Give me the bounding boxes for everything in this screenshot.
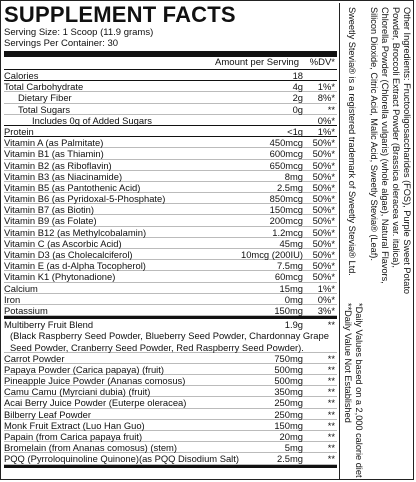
nutrient-amount: 150mg — [274, 304, 303, 316]
nutrient-amount: 350mg — [274, 386, 303, 398]
nutrient-amount: 500mg — [274, 375, 303, 387]
nutrient-name: Calcium — [4, 282, 38, 294]
footnotes — [342, 303, 364, 478]
nutrient-row — [4, 193, 337, 204]
nutrient-dv: 50%* — [312, 193, 335, 205]
blend-ingredients-text: Seed Powder, Cranberry Seed Powder, Red Raspberry Seed Powder). — [10, 341, 304, 353]
nutrient-amount: 20mg — [279, 431, 303, 442]
nutrient-dv: ** — [327, 419, 335, 431]
nutrient-row — [4, 160, 337, 171]
side-text-line: Silicon Dioxide, Citric Acid, Malic Acid, Sweetly Stevia® (Leaf). — [369, 7, 379, 261]
nutrient-amount: 45mg — [279, 237, 303, 249]
other-ingredients — [346, 7, 412, 294]
nutrient-name: Dietary Fiber — [18, 92, 72, 104]
nutrient-rows — [4, 70, 337, 468]
nutrient-amount: <1g — [287, 125, 303, 137]
nutrient-dv: 1%* — [317, 282, 335, 294]
panel-title: SUPPLEMENT FACTS — [4, 2, 236, 27]
nutrient-amount: 1.2mcg — [272, 226, 303, 238]
nutrient-name: Monk Fruit Extract (Luo Han Guo) — [4, 419, 145, 431]
blend-name: Multiberry Fruit Blend — [4, 319, 94, 331]
nutrient-dv: ** — [327, 442, 335, 454]
nutrient-dv: 1%* — [317, 81, 335, 93]
nutrient-dv: 50%* — [312, 226, 335, 238]
nutrient-dv: 1%* — [317, 125, 335, 137]
nutrient-name: Vitamin B5 (as Pantothenic Acid) — [4, 181, 141, 193]
facts-table — [4, 3, 337, 479]
nutrient-amount: 200mcg — [269, 215, 303, 227]
nutrient-amount: 2g — [292, 92, 303, 104]
nutrient-dv: 0%* — [317, 114, 335, 126]
dv-header: %DV* — [309, 57, 335, 68]
side-text-line — [357, 7, 368, 294]
nutrient-amount: 0g — [292, 103, 303, 115]
bottom-divider — [4, 465, 337, 468]
side-text-line: Sweetly Stevia® is a registered trademark of Sweetly Stevia® Ltd. — [347, 7, 357, 276]
nutrient-name: Papaya Powder (Carica papaya) (fruit) — [4, 363, 164, 375]
nutrient-name: Vitamin E (as d-Alpha Tocopherol) — [4, 260, 146, 272]
nutrient-name: Vitamin B2 (as Riboflavin) — [4, 159, 112, 171]
nutrient-row — [4, 283, 337, 294]
nutrient-amount: 500mg — [274, 363, 303, 375]
nutrient-dv: ** — [327, 386, 335, 398]
nutrient-dv: ** — [327, 103, 335, 115]
nutrient-dv: 50%* — [312, 249, 335, 260]
nutrient-amount: 650mcg — [269, 159, 303, 171]
nutrient-name: Vitamin D3 (as Cholecalciferol) — [4, 249, 133, 260]
nutrient-name: Vitamin B6 (as Pyridoxal-5-Phosphate) — [4, 193, 166, 205]
nutrient-name: Vitamin K1 (Phytonadione) — [4, 271, 116, 283]
serving-size: Serving Size: 1 Scoop (11.9 grams) — [4, 27, 154, 38]
nutrient-row — [4, 204, 337, 215]
nutrient-name: Papain (from Carica papaya fruit) — [4, 431, 143, 442]
nutrient-amount: 0mg — [284, 293, 303, 305]
nutrient-row — [4, 249, 337, 260]
nutrient-name: Total Sugars — [18, 103, 71, 115]
nutrient-amount: 450mcg — [269, 137, 303, 149]
nutrient-row — [4, 137, 337, 148]
nutrient-row — [4, 260, 337, 271]
nutrient-dv: ** — [327, 375, 335, 387]
nutrient-dv: 50%* — [312, 260, 335, 272]
nutrient-row — [4, 104, 337, 115]
blend-ingredients-text: (Black Raspberry Seed Powder, Blueberry Seed Powder, Chardonnay Grape — [10, 330, 329, 342]
nutrient-row — [4, 375, 337, 386]
nutrient-dv: 50%* — [312, 170, 335, 182]
nutrient-name: Vitamin B7 (as Biotin) — [4, 204, 94, 216]
nutrient-dv: ** — [327, 363, 335, 375]
nutrient-name: Bilberry Leaf Powder — [4, 408, 92, 420]
nutrient-dv: 8%* — [317, 92, 335, 104]
column-header — [4, 57, 337, 70]
nutrient-amount: 5mg — [284, 442, 303, 454]
nutrient-dv: 50%* — [312, 137, 335, 149]
nutrient-amount: 150mcg — [269, 204, 303, 216]
nutrient-name: Vitamin B3 (as Niacinamide) — [4, 170, 123, 182]
blend-ingredients-line — [4, 342, 337, 353]
nutrient-dv: 50%* — [312, 215, 335, 227]
nutrient-row — [4, 397, 337, 408]
nutrient-dv: ** — [327, 352, 335, 364]
nutrient-row — [4, 364, 337, 375]
nutrient-dv: 50%* — [312, 204, 335, 216]
nutrient-dv: 0%* — [317, 293, 335, 305]
nutrient-name: Vitamin B1 (as Thiamin) — [4, 148, 104, 160]
nutrient-amount: 600mcg — [269, 148, 303, 160]
nutrient-row — [4, 420, 337, 431]
nutrient-amount: 4g — [292, 81, 303, 93]
nutrient-name: Includes 0g of Added Sugars — [32, 114, 152, 126]
blend-row — [4, 319, 337, 330]
nutrient-row — [4, 182, 337, 193]
nutrient-amount: 850mcg — [269, 193, 303, 205]
nutrient-name: Bromelain (from Ananas comosus) (stem) — [4, 442, 177, 454]
nutrient-dv: ** — [327, 397, 335, 409]
nutrient-name: Iron — [4, 293, 21, 305]
nutrient-dv: 50%* — [312, 237, 335, 249]
side-text-line: Other Ingredients: Fructooligosaccharides (FOS), Purple Sweet Potato — [402, 7, 412, 294]
servings-per-container: Servings Per Container: 30 — [4, 38, 119, 49]
nutrient-dv: 3%* — [317, 304, 335, 316]
nutrient-row — [4, 126, 337, 137]
nutrient-amount: 60mcg — [274, 271, 303, 283]
nutrient-dv: ** — [327, 408, 335, 420]
side-text-line: Powder, Broccoli Extract Powder (Brassica oleracea var. italica), — [391, 7, 401, 268]
nutrient-row — [4, 227, 337, 238]
nutrient-name: Potassium — [4, 304, 48, 316]
nutrient-amount: 10mcg (200IU) — [240, 249, 303, 260]
nutrient-dv: 50%* — [312, 159, 335, 171]
side-text-line: *Daily Values based on a 2,000 calorie diet — [354, 303, 364, 478]
side-panel — [339, 3, 414, 479]
nutrient-name: Pineapple Juice Powder (Ananas comosus) — [4, 375, 186, 387]
nutrient-name: Vitamin B12 (as Methylcobalamin) — [4, 226, 147, 238]
nutrient-row — [4, 305, 337, 316]
nutrient-dv: 50%* — [312, 271, 335, 283]
nutrient-name: Vitamin C (as Ascorbic Acid) — [4, 237, 122, 249]
nutrient-name: Vitamin B9 (as Folate) — [4, 215, 97, 227]
nutrient-amount: 18 — [292, 70, 303, 81]
nutrient-name: Protein — [4, 125, 34, 137]
blend-ingredients-line — [4, 330, 337, 341]
amount-header: Amount per Serving — [215, 57, 299, 68]
nutrient-amount: 250mg — [274, 408, 303, 420]
nutrient-amount: 2.5mg — [276, 181, 303, 193]
nutrient-amount: 7.5mg — [276, 260, 303, 272]
nutrient-dv: 50%* — [312, 181, 335, 193]
nutrient-amount: 8mg — [284, 170, 303, 182]
nutrient-amount: 2.5mg — [276, 453, 303, 465]
nutrient-row — [4, 115, 337, 126]
nutrient-row — [4, 81, 337, 92]
nutrient-amount: 150mg — [274, 419, 303, 431]
nutrient-row — [4, 271, 337, 282]
nutrient-name: Camu Camu (Myrciani dubia) (fruit) — [4, 386, 151, 398]
nutrient-row — [4, 409, 337, 420]
nutrient-row — [4, 353, 337, 364]
side-text-line: **Daily Value Not Established — [343, 303, 353, 423]
nutrient-amount: 250mg — [274, 397, 303, 409]
blend-amount: 1.9g — [284, 319, 303, 331]
nutrient-row — [4, 238, 337, 249]
nutrient-dv: 50%* — [312, 148, 335, 160]
nutrient-row — [4, 431, 337, 442]
nutrient-name: PQQ (Pyrroloquinoline Quinone)(as PQQ Disodium Salt) — [4, 453, 239, 465]
nutrient-row — [4, 442, 337, 453]
nutrient-name: Acai Berry Juice Powder (Euterpe oleracea) — [4, 397, 187, 409]
nutrient-amount: 15mg — [279, 282, 303, 294]
nutrient-name: Vitamin A (as Palmitate) — [4, 137, 104, 149]
blend-dv: ** — [327, 319, 335, 331]
nutrient-row — [4, 294, 337, 305]
nutrient-row — [4, 148, 337, 159]
nutrient-dv: ** — [327, 431, 335, 442]
nutrient-name: Calories — [4, 70, 39, 81]
nutrient-row — [4, 386, 337, 397]
nutrient-row — [4, 215, 337, 226]
nutrient-row — [4, 70, 337, 81]
nutrient-name: Total Carbohydrate — [4, 81, 84, 93]
nutrient-dv: ** — [327, 453, 335, 465]
nutrient-row — [4, 92, 337, 103]
side-text-line: Chlorella Powder (Chlorella vulgaris) (whole algae), Natural Flavors, — [380, 7, 390, 284]
nutrient-row — [4, 453, 337, 464]
nutrient-row — [4, 171, 337, 182]
nutrient-amount: 750mg — [274, 352, 303, 364]
nutrient-name: Carrot Powder — [4, 352, 65, 364]
